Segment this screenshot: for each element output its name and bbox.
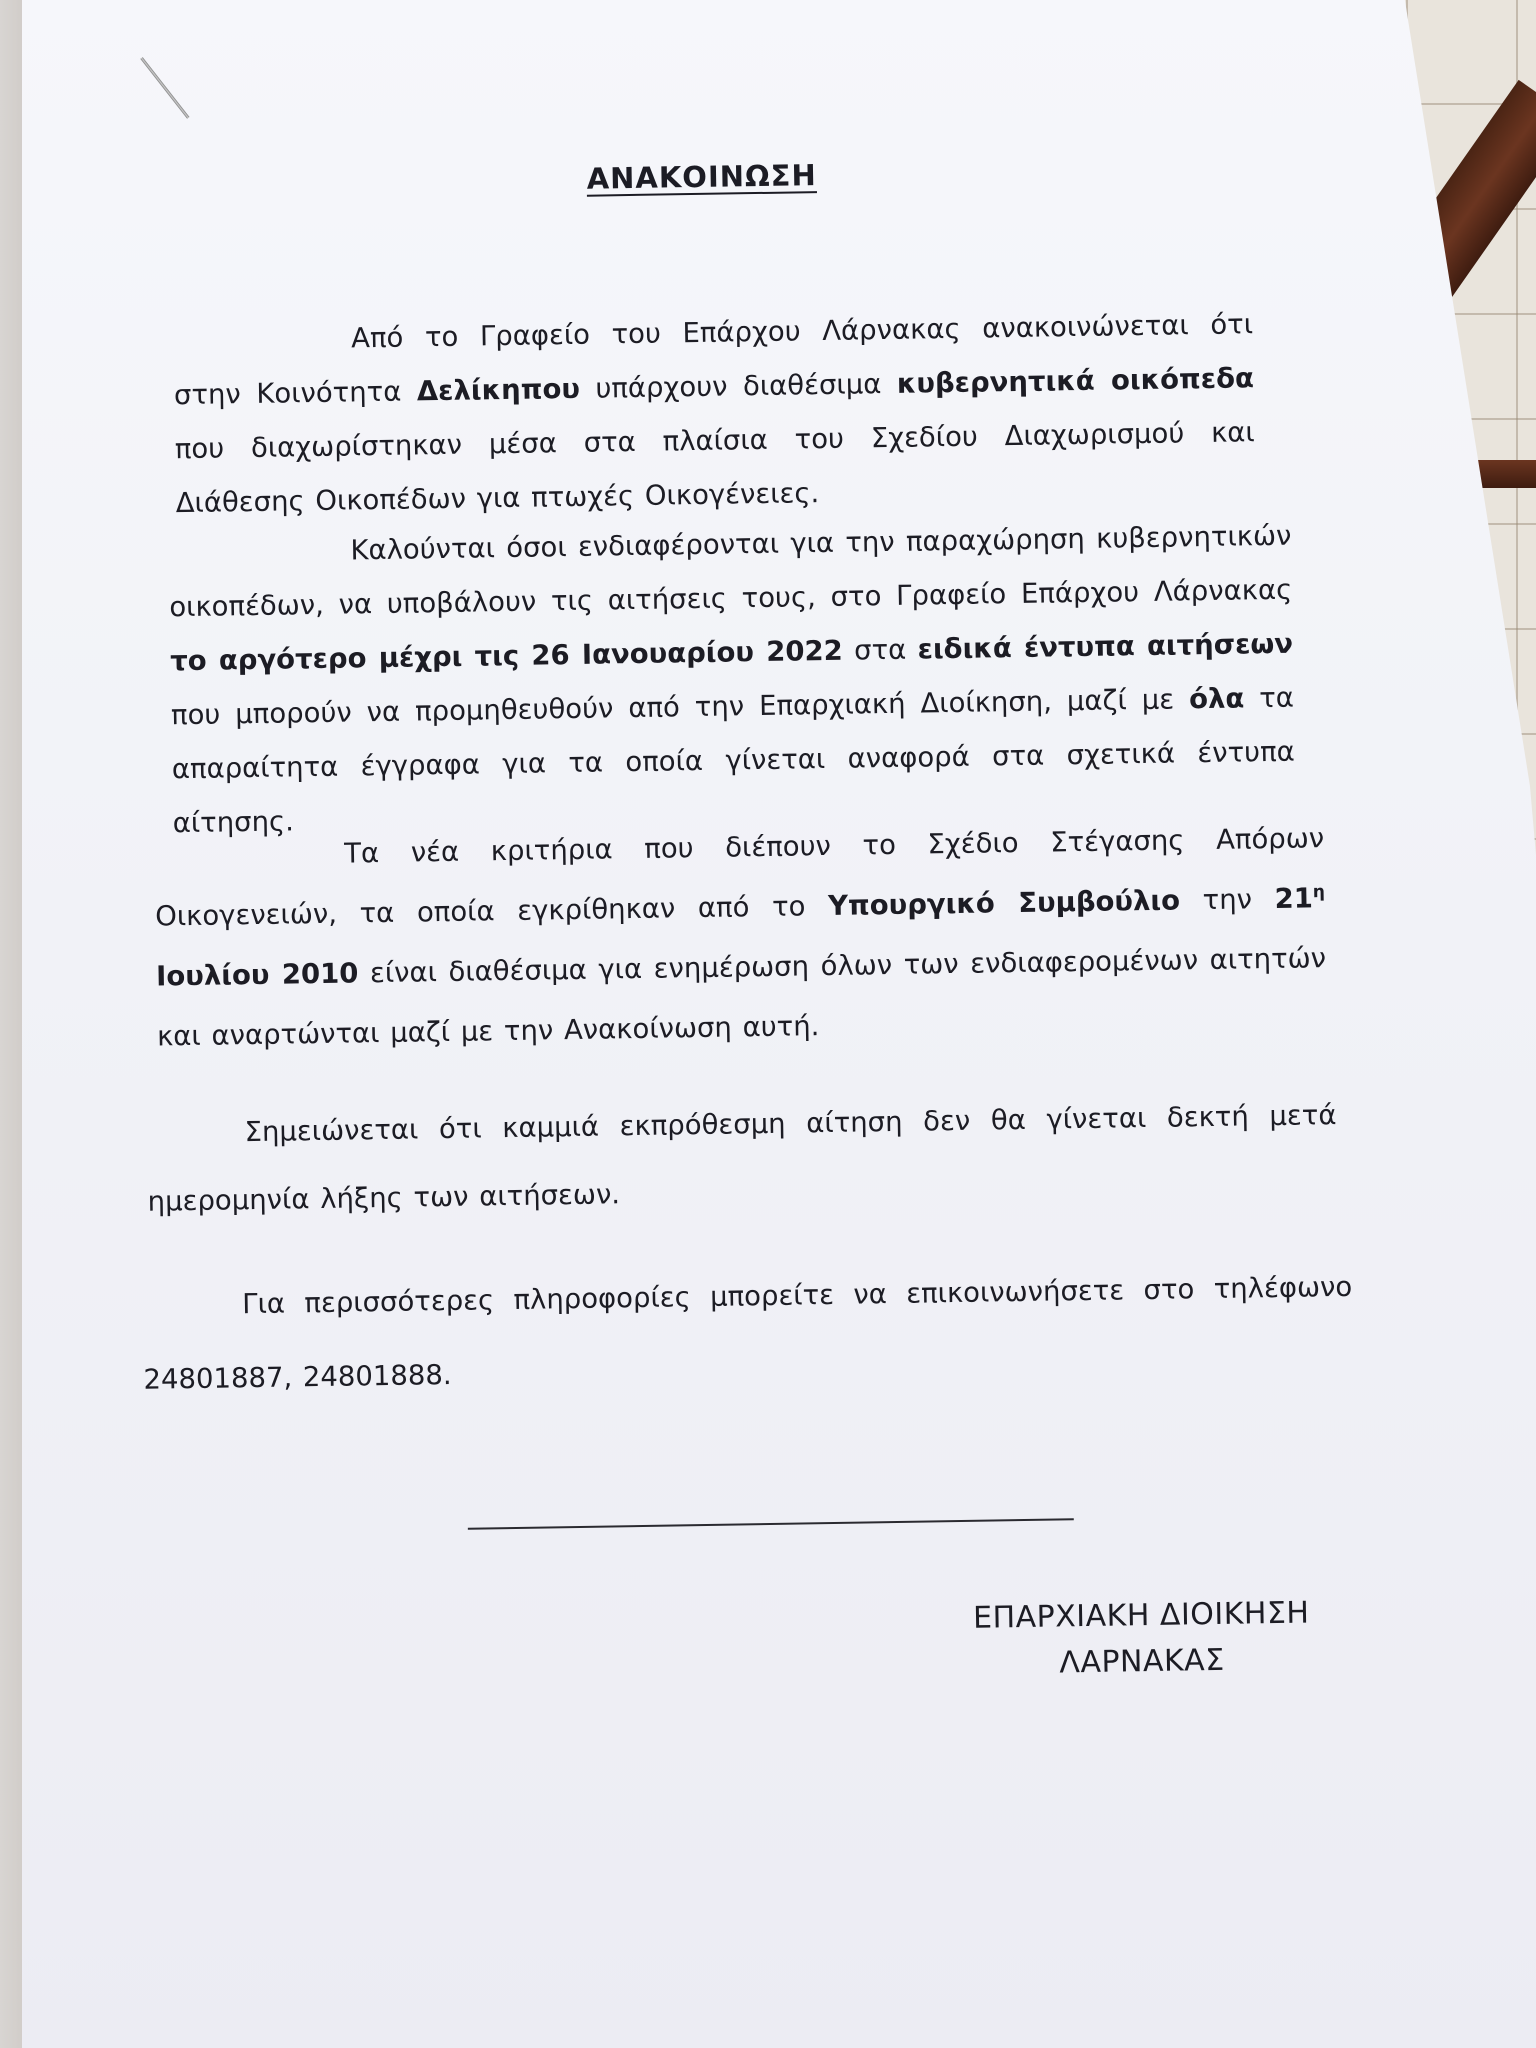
community-name: Δελίκηπου [416,372,581,407]
signature-authority: ΕΠΑΡΧΙΑΚΗ ΔΙΟΙΚΗΣΗ [972,1595,1310,1636]
all-documents: όλα [1188,681,1245,715]
council-of-ministers: Υπουργικό Συμβούλιο [827,883,1181,922]
signature-block [941,1590,1342,1688]
paragraph-new-criteria: Τα νέα κριτήρια που διέπουν το Σχέδιο Στέγασης Απόρων Οικογενειών, τα οποία εγκρίθηκαν από το Υπουργικό Συμβούλιο την $21^\eta$ Ιουλίου 2010 είναι διαθέσιμα για ενημέρωση όλων των ενδιαφερομένων αιτητών και αναρτώνται μαζί με την Ανακοίνωση αυτή. [154,821,1327,1053]
paragraph-application-deadline: Καλούνται όσοι ενδιαφέρονται για την παραχώρηση κυβερνητικών οικοπέδων, να υποβάλουν τις αιτήσεις τους, στο Γραφείο Επάρχου Λάρνακας το αργότερο μέχρι τις 26 Ιανουαρίου 2022 στα ειδικά έντυπα αιτήσεων που μπορούν να προμηθευθούν από την Επαρχιακή Διοίκηση, μαζί με όλα τα απαραίτητα έγγραφα για τα οποία γίνεται αναφορά στα σχετικά έντυπα αίτησης. [169,519,1295,839]
approval-month-year: Ιουλίου 2010 [155,956,359,993]
approval-day: 21 [1274,881,1314,915]
paragraph-late-applications: Σημειώνεται ότι καμμιά εκπρόθεσμη αίτηση δεν θα γίνεται δεκτή μετά ημερομηνία λήξης των αιτήσεων. [147,1098,1337,1218]
special-forms: ειδικά έντυπα αιτήσεων [917,627,1294,666]
signature-district: ΛΑΡΝΑΚΑΣ [1059,1642,1225,1681]
signature-line [468,1518,1074,1530]
paragraph-available-plots: Από το Γραφείο του Επάρχου Λάρνακας ανακοινώνεται ότι στην Κοινότητα Δελίκηπου υπάρχουν διαθέσιμα κυβερνητικά οικόπεδα που διαχωρίστηκαν μέσα στα πλαίσια του Σχεδίου Διαχωρισμού και Διάθεσης Οικοπέδων για πτωχές Οικογένειες. [173,307,1255,519]
approval-day-suffix: η [1312,881,1326,902]
paragraph-contact-phone: Για περισσότερες πληροφορίες μπορείτε να επικοινωνήσετε στο τηλέφωνο 24801887, 24801888. [143,1270,1353,1396]
deadline-date: το αργότερο μέχρι τις 26 Ιανουαρίου 2022 [169,634,843,677]
notice-title: ΑΝΑΚΟΙΝΩΣΗ [586,158,817,196]
government-plots: κυβερνητικά οικόπεδα [896,361,1255,400]
